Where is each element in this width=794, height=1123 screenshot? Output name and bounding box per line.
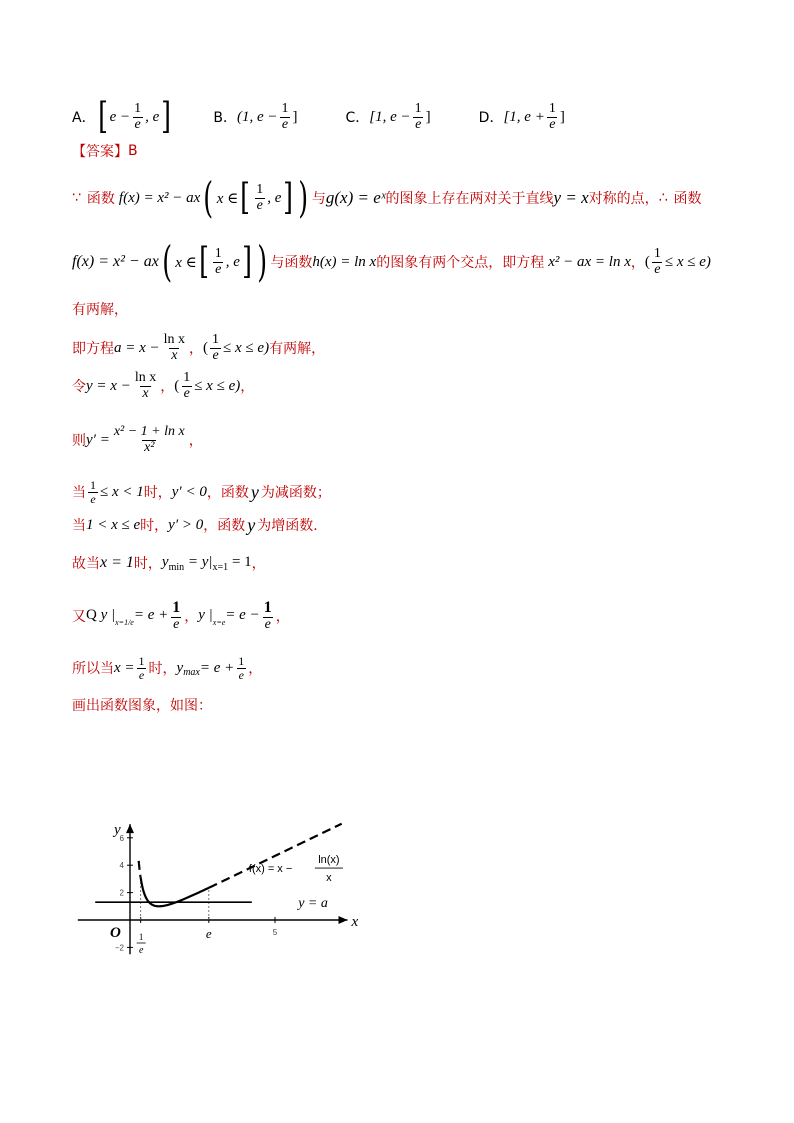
option-c-expr: [1, e − $\frac{1}{e}$ ] [369, 100, 431, 132]
function-h: h(x) = ln x [312, 253, 377, 270]
solution-line-7: 当 $\frac{1}{e}$ ≤ x < 1 时， y′ < 0 ，函数 y 为减函数； [72, 477, 331, 506]
solution-line-11: 所以当 x = $\frac{1}{e}$ 时， y $_{max}$ = e + $\frac{1}{e}$ ， [72, 653, 263, 682]
domain-expr-2: ( x ∈ [ $\frac{1}{e}$ , e ] ) [162, 237, 268, 286]
x-tick-label-den: e [138, 945, 144, 956]
solution-line-12: 画出函数图象，如图： [72, 698, 212, 714]
solution-line-5: 令 y = x − $\frac{\text{ln x}}{x}$ ， ( $\frac{1}{e}$ ≤ x ≤ e) ， [72, 369, 255, 401]
line-y-eq-a-label: y = a [298, 896, 328, 912]
option-b-label: B． [213, 110, 237, 126]
y-tick-label: −2 [114, 943, 124, 953]
therefore-symbol: ∴ [658, 190, 668, 206]
answer-tag: 【答案】 [72, 144, 128, 160]
because-symbol: ∵ [72, 190, 81, 206]
option-b-expr: (1, e − $\frac{1}{e}$ ] [236, 100, 298, 132]
function-f-2: f(x) = x² − ax [72, 253, 159, 270]
answer-value: B [128, 143, 138, 159]
y-axis-label: y [114, 822, 121, 839]
solution-line-10: 又 Q y | $_{x=1/e}$ = e + $\frac{1}{e}$ ， y | $_{x=e}$ = e − $\frac{1}{e}$ ， [72, 598, 290, 632]
y-tick-label: 6 [119, 833, 124, 843]
function-label: f(x) = x − [248, 863, 293, 876]
solution-line-9: 故当 x = 1 时， $y_{min} = y|_{x=1} = 1$ ， [72, 553, 266, 573]
y-tick-label: 4 [119, 861, 124, 871]
x-tick-label: e [205, 926, 212, 941]
solution-line-8: 当 1 < x ≤ e 时， y′ > 0 ，函数 y 为增函数. [72, 514, 318, 535]
solution-line-3: 有两解， [72, 302, 128, 318]
options-row [72, 96, 565, 137]
option-c-label: C． [345, 110, 370, 126]
x-axis-label: x [351, 914, 359, 930]
answer-line [72, 138, 138, 164]
curve-dashed-segment [139, 861, 141, 878]
function-g: g(x) = eˣ [325, 188, 386, 207]
origin-label: O [110, 925, 121, 941]
function-f: f(x) = x² − ax [118, 189, 201, 206]
option-d-expr: [1, e + $\frac{1}{e}$ ] [503, 100, 565, 132]
function-label-den: x [326, 872, 332, 885]
function-graph [60, 715, 360, 1000]
option-a-label: A． [72, 110, 96, 126]
option-d-label: D． [478, 110, 504, 126]
y-axis-arrow [126, 824, 134, 833]
solution-line-1: ∵ 函数 f(x) = x² − ax ( x ∈ [ $\frac{1}{e}$ , e ] ) 与 g(x) = eˣ 的图象上存在两对关于直线 y = x 对称的点， ∴ 函数 [72, 173, 702, 222]
function-label-num: ln(x) [318, 854, 340, 867]
x-tick-label: 5 [272, 928, 278, 937]
domain-expr: ( x ∈ [ $\frac{1}{e}$ , e ] ) [203, 173, 309, 222]
solution-line-4: 即方程 a = x − $\frac{\text{ln x}}{x}$ ， ( $\frac{1}{e}$ ≤ x ≤ e) 有两解， [72, 331, 326, 363]
solution-line-6: 则 y′ = $\frac{\text{x² − 1 + ln x}}{\text{x²}}$ ， [72, 423, 203, 455]
option-a-expr: [ e − $\frac{1}{e}$ , e ] [97, 96, 172, 137]
x-tick-label-num: 1 [138, 932, 144, 942]
solution-line-2: f(x) = x² − ax ( x ∈ [ $\frac{1}{e}$ , e ] ) 与函数 h(x) = ln x 的图象有两个交点，即方程 x² − ax = ln x ， ( $\frac{1}{e}$ ≤ x ≤ e) [72, 237, 711, 286]
x-axis-arrow [339, 916, 348, 924]
y-tick-label: 2 [119, 888, 124, 898]
